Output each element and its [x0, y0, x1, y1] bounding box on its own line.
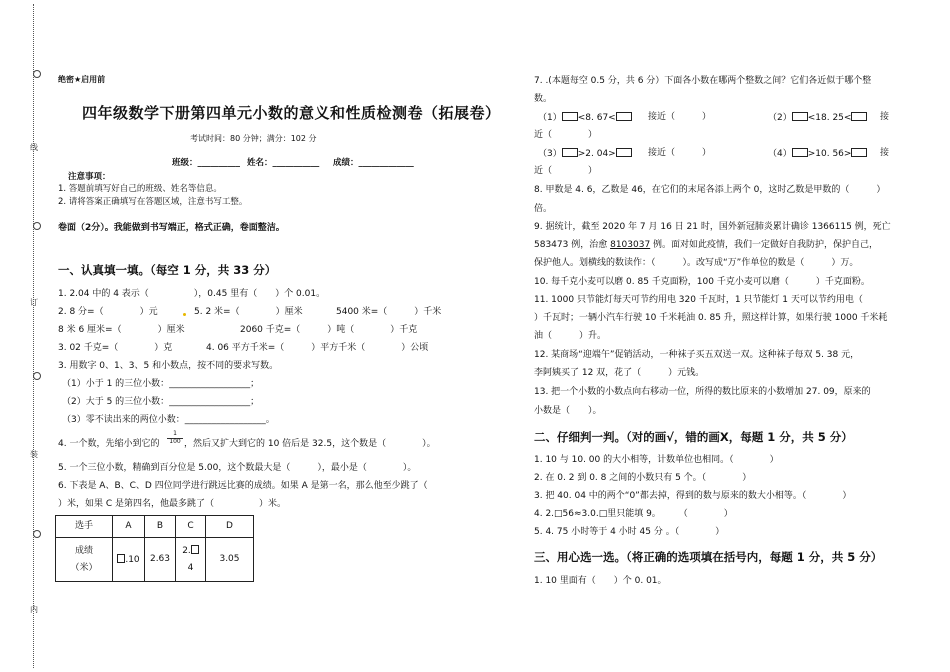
blank-box[interactable] [792, 148, 808, 157]
class-field[interactable]: 班级：__________ [172, 158, 241, 168]
notes-title: 注意事项： [68, 172, 111, 182]
question-7-line1: 7. .(本题每空 0.5 分，共 6 分）下面各小数在哪两个整数之间？它们各近似于哪个整 [534, 76, 872, 86]
section3-heading: 三、用心选一选。（将正确的选项填在括号内，每题 1 分，共 5 分） [534, 550, 883, 564]
question-11-line3: 油（ ）升。 [534, 331, 607, 341]
fraction [167, 431, 183, 445]
question-7-2-jie: 接 [880, 112, 890, 122]
question-7-2-approx: 近（ ） [534, 130, 598, 140]
judge-item-1: 1. 10 与 10. 00 的大小相等，计数单位也相同。（ ） [534, 455, 779, 465]
question-3: 3. 用数字 0、1、3、5 和小数点，按不同的要求写数。 [58, 361, 279, 371]
question-3-2: （2）大于 5 的三位小数：__________________； [62, 397, 260, 407]
table-cell-b: 2.63 [145, 538, 176, 582]
binding-char-xian: 线 [30, 143, 38, 152]
question-3-1: （1）小于 1 的三位小数：__________________； [62, 379, 260, 389]
question-2e: 2060 千克=（ ）吨（ ）千克 [240, 325, 418, 335]
binding-line [33, 4, 41, 668]
secret-label: 绝密★启用前 [58, 75, 106, 84]
binding-hole [33, 372, 41, 380]
fraction-numerator: 1 [173, 430, 177, 437]
question-3-3: （3）零不读出来的两位小数：__________________。 [62, 415, 275, 425]
question-2c: 5400 米=（ ）千米 [336, 307, 442, 317]
question-12-line1: 12. 某商场“迎端午”促销活动，一种袜子买五双送一双。这种袜子每双 5. 38 元， [534, 350, 860, 360]
note-item: 2. 请将答案正确填写在答题区域，注意书写工整。 [58, 197, 248, 207]
judge-item-4: 4. 2.□56≈3.0.□里只能填 9。 （ ） [534, 509, 733, 519]
question-2d: 8 米 6 厘米=（ ）厘米 [58, 325, 185, 335]
question-8-line2: 倍。 [534, 204, 553, 214]
question-6-line2: ）米，如果 C 是第四名，他最多跳了（ ）米。 [58, 499, 287, 509]
question-7-4-approx: 近（ ） [534, 166, 598, 176]
question-11-line1: 11. 1000 只节能灯每天可节约用电 320 千瓦时，1 只节能灯 1 天可以节约用电（ [534, 295, 863, 305]
table-header: D [206, 516, 254, 538]
binding-char-nei: 内 [30, 605, 38, 614]
blank-box[interactable] [562, 112, 578, 121]
neatness-note: 卷面（2分）。我能做到书写端正，格式正确，卷面整洁。 [58, 223, 285, 233]
judge-item-3: 3. 把 40. 04 中的两个“0”都去掉，得到的数与原来的数大小相等。（ ） [534, 491, 852, 501]
blank-box[interactable] [851, 112, 867, 121]
question-12-line2: 李阿姨买了 12 双，花了（ ）元钱。 [534, 368, 705, 378]
question-7-line2: 数。 [534, 94, 553, 104]
section2-heading: 二、仔细判一判。（对的画√，错的画X，每题 1 分，共 5 分） [534, 430, 853, 444]
table-header: C [176, 516, 206, 538]
question-9-line3: 保护他人。划横线的数读作：（ ）。改写成“万”作单位的数是（ ）万。 [534, 258, 859, 268]
judge-item-2: 2. 在 0. 2 到 0. 8 之间的小数只有 5 个。（ ） [534, 473, 752, 483]
choice-item-1: 1. 10 里面有（ ）个 0. 01。 [534, 576, 667, 586]
blank-box [191, 545, 199, 554]
table-header: A [113, 516, 145, 538]
question-2f: 3. 02 千克=（ ）克 [58, 343, 173, 353]
ink-dot [183, 313, 186, 316]
question-9-line2: 583473 例，治愈 8103037 例。面对如此疫情，我们一定做好自我防护，保护自己， [534, 240, 879, 250]
table-cell-d: 3.05 [206, 538, 254, 582]
long-jump-table [55, 515, 254, 582]
question-13-line2: 小数是（ ）。 [534, 406, 602, 416]
table-cell-a: .10 [113, 538, 145, 582]
name-field[interactable]: 姓名：___________ [247, 158, 320, 168]
table-header: B [145, 516, 176, 538]
question-7-4: （4） >10. 56> [768, 148, 867, 160]
question-8-line1: 8. 甲数是 4. 6，乙数是 46，在它们的末尾各添上两个 0，这时乙数是甲数的（ ） [534, 185, 886, 195]
question-2a: 2. 8 分=（ ）元 [58, 307, 158, 317]
blank-box[interactable] [851, 148, 867, 157]
question-7-3: （3） >2. 04> [538, 148, 632, 160]
fraction-denominator: 100 [167, 438, 183, 445]
question-4-part1: 4. 一个数，先缩小到它的 [58, 439, 160, 449]
blank-box[interactable] [792, 112, 808, 121]
blank-box[interactable] [616, 112, 632, 121]
table-header: 选手 [56, 516, 113, 538]
score-field[interactable]: 成绩：_____________ [333, 158, 414, 168]
question-7-3-approx: 接近（ ） [648, 148, 712, 158]
table-row-label: 成绩 （米） [56, 538, 113, 582]
blank-box[interactable] [562, 148, 578, 157]
page-title: 四年级数学下册第四单元小数的意义和性质检测卷（拓展卷） [82, 104, 501, 122]
binding-hole [33, 530, 41, 538]
question-13-line1: 13. 把一个小数的小数点向右移动一位，所得的数比原来的小数增加 27. 09，原来的 [534, 387, 871, 397]
section1-heading: 一、认真填一填。（每空 1 分，共 33 分） [58, 263, 277, 277]
underlined-number: 8103037 [610, 240, 651, 250]
table-cell-c: 2. 4 [176, 538, 206, 582]
judge-item-5: 5. 4. 75 小时等于 4 小时 45 分 。（ ） [534, 527, 725, 537]
binding-hole [33, 70, 41, 78]
blank-box[interactable] [616, 148, 632, 157]
question-6-line1: 6. 下表是 A、B、C、D 四位同学进行跳远比赛的成绩。如果 A 是第一名，那么他至少跳了（ [58, 481, 428, 491]
question-7-2: （2） <18. 25< [768, 112, 867, 124]
question-5: 5. 一个三位小数，精确到百分位是 5.00，这个数最大是（ ），最小是（ ）。 [58, 463, 417, 473]
question-10: 10. 每千克小麦可以磨 0. 85 千克面粉，100 千克小麦可以磨（ ）千克面粉。 [534, 277, 870, 287]
question-2g: 4. 06 平方千米=（ ）平方千米（ ）公顷 [206, 343, 429, 353]
question-7-1-approx: 接近（ ） [648, 112, 712, 122]
question-11-line2: ）千瓦时；一辆小汽车行驶 10 千米耗油 0. 85 升，照这样计算，如果行驶 1000 千米耗 [534, 313, 888, 323]
binding-hole [33, 222, 41, 230]
exam-info: 考试时间：80 分钟；满分：102 分 [190, 134, 317, 143]
question-2b: 5. 2 米=（ ）厘米 [194, 307, 303, 317]
note-item: 1. 答题前填写好自己的班级、姓名等信息。 [58, 184, 222, 194]
question-9-line1: 9. 据统计，截至 2020 年 7 月 16 日 21 时，国外新冠肺炎累计确诊 1366115 例，死亡 [534, 222, 891, 232]
binding-char-zhuang: 装 [30, 450, 38, 459]
question-7-4-jie: 接 [880, 148, 890, 158]
question-4-part2: ，然后又扩大到它的 10 倍后是 32.5，这个数是（ ）。 [184, 439, 436, 449]
question-1: 1. 2.04 中的 4 表示（ ），0.45 里有（ ）个 0.01。 [58, 289, 326, 299]
question-7-1: （1） <8. 67< [538, 112, 632, 124]
binding-char-ding: 订 [30, 298, 38, 307]
